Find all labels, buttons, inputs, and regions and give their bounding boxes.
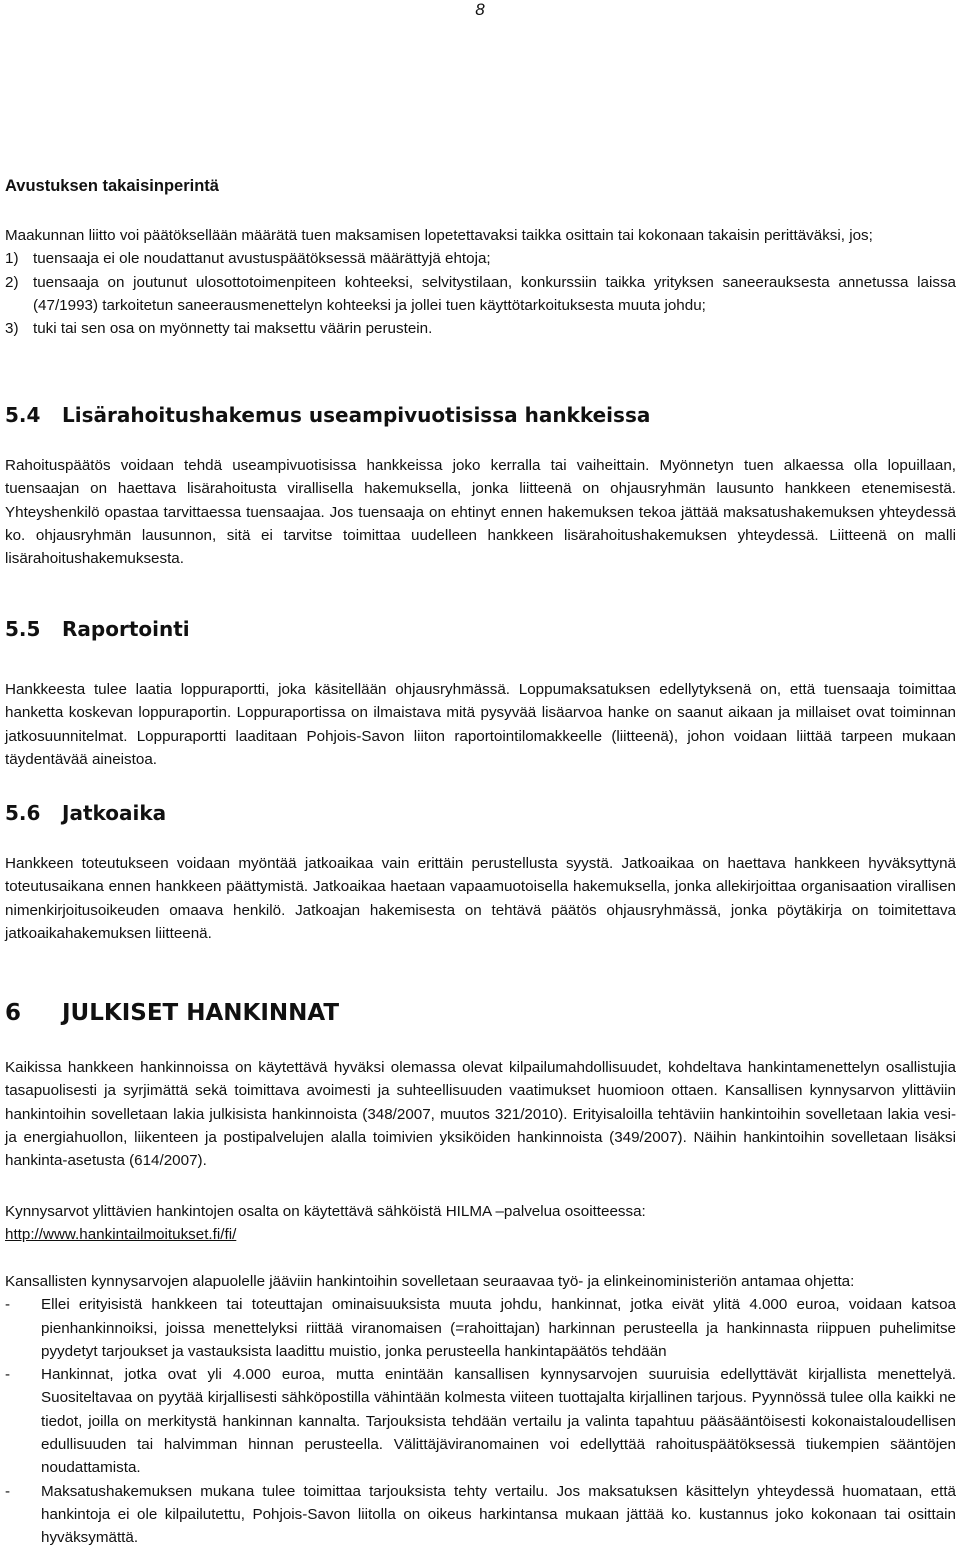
paragraph: Kaikissa hankkeen hankinnoissa on käytettävä hyväksi olemassa olevat kilpailumahdollisuudet, kohdeltava hankintamenettelyn osallistujia tasapuolisesti ja syrjimättä sekä toimittava avoimesti ja suhteellisuuden vaatimukset huomioon ottaen. Kansallisen kynnysarvon ylittäviin hankintoihin sovelletaan lakia julkisista hankinnoista (348/2007, muutos 321/2010). Erityisaloilla tehtäviin hankintoihin sovelletaan lakia vesi- ja energiahuollon, liikenteen ja postipalvelujen alalla toimivien yksiköiden hankinnoista (349/2007). Näihin hankintoihin sovelletaan lisäksi hankinta-asetusta (614/2007). [5,1059,956,1170]
section-number: 6 [5,1000,22,1026]
recovery-section [5,175,956,198]
page-number: 8 [475,0,485,19]
list-marker: 1) [5,250,19,268]
paragraph: Rahoituspäätös voidaan tehdä useampivuotisissa hankkeissa joko kerralla tai vaiheittain. Myönnetyn tuen alkaessa olla lopuillaan, tuensaajan on haettava lisärahoitusta virallisella hakemuksella, jonka liitteenä on ohjausryhmän lausunto hankkeen etenemisestä. Yhteyshenkilö opastaa tarvittaessa tuensaajaa. Jos tuensaaja on ehtinyt ennen hakemuksen tekoa jättää maksatushakemuksen yhteydessä ko. ohjausryhmän lausunnon, sitä ei tarvitse toimittaa uudelleen hankkeen lisärahoitushakemuksen yhteydessä. Liitteenä on malli lisärahoitushakemuksesta. [5,457,956,568]
list-text: Hankinnat, jotka ovat yli 4.000 euroa, mutta enintään kansallisen kynnysarvojen suuruisia edellyttävät kirjallista menettelyä. Suositeltavaa on pyytää kirjallisesti sähköpostilla vähintään kolmesta viiteen tuottajalta kirjallinen tarjous. Pyynnössä tulee olla kaikki ne tiedot, joilla on merkitystä hankinnan kannalta. Tarjouksista tehdään vertailu ja valinta tapahtuu pääsääntöisesti kokonaistaloudellisen edullisuuden tai halvimman hinnan perusteella. Välittäjäviranomainen voi edellyttää rahoituspäätöksessä tiukempien sääntöjen noudattamista. [41,1366,956,1477]
list-marker: 2) [5,273,19,291]
recovery-body [5,224,956,340]
guidance-block [5,1270,956,1550]
section-body-5-6 [5,852,956,945]
section-title: JULKISET HANKINNAT [62,1000,340,1026]
list-marker: - [5,1482,11,1500]
hilma-text: Kynnysarvot ylittävien hankintojen osalta on käytettävä sähköistä HILMA –palvelua osoitteessa: [5,1203,646,1220]
section-title: Raportointi [62,617,190,641]
guidance-list [5,1293,956,1549]
paragraph: Hankkeesta tulee laatia loppuraportti, joka käsitellään ohjausryhmässä. Loppumaksatuksen edellytyksenä on, että tuensaaja toimittaa hanketta koskevan loppuraportin. Loppuraportissa on ilmaistava mitä pysyvää lisäarvoa hanke on saanut aikaan ja millaiset ovat toiminnan jatkosuunnitelmat. Loppuraportti laaditaan Pohjois-Savon liiton raportointilomakkeelle (liitteenä), johon voidaan liittää tarpeen mukaan täydentävää aineistoa. [5,681,956,768]
section-body-5-4 [5,454,956,570]
recovery-list [5,247,956,340]
list-marker: - [5,1366,11,1384]
section-title: Jatkoaika [62,801,167,825]
list-text: Ellei erityisistä hankkeen tai toteuttajan ominaisuuksista muuta johdu, hankinnat, jotka eivät ylitä 4.000 euroa, voidaan katsoa pienhankinnoiksi, joissa menettelyksi riittää viranomaisen (=rahoittajan) harkinnan perusteella ja hankinnasta riippuen puhelimitse pyydetyt tarjoukset ja vastauksista laadittu muistio, jonka perusteella hankintapäätös tehdään [41,1296,956,1360]
list-text: tuensaaja ei ole noudattanut avustuspäätöksessä määrättyjä ehtoja; [33,250,491,268]
list-text: tuensaaja on joutunut ulosottotoimenpiteen kohteeksi, selvitystilaan, konkurssiin taikka yrityksen saneerauksesta annetussa laissa (47/1993) tarkoitetun saneerausmenettelyn kohteeksi ja jollei tuen käyttötarkoituksesta muuta johdu; [33,273,956,314]
section-heading-5-4 [5,402,956,428]
section-body-6 [5,1056,956,1172]
recovery-intro: Maakunnan liitto voi päätöksellään määrätä tuen maksamisen lopetettavaksi taikka osittain tai kokonaan takaisin perittäväksi, jos; [5,227,873,244]
section-body-5-5 [5,678,956,771]
list-item [5,1293,956,1363]
list-marker: 3) [5,320,19,338]
list-text: Maksatushakemuksen mukana tulee toimittaa tarjouksista tehty vertailu. Jos maksatuksen käsittelyn yhteydessä huomataan, että hankintoja ei ole kilpailutettu, Pohjois-Savon liitolla on oikeus harkintansa mukaan jättää ko. kustannus joko kokonaan tai osittain hyväksymättä. [41,1482,956,1547]
hilma-block [5,1200,956,1247]
list-marker: - [5,1296,11,1314]
section-title: Lisärahoitushakemus useampivuotisissa hankkeissa [62,403,651,427]
section-number: 5.6 [5,801,41,825]
section-heading-6 [5,998,956,1028]
hilma-link[interactable]: http://www.hankintailmoitukset.fi/fi/ [5,1226,237,1244]
list-item [5,1363,956,1479]
list-item [5,317,956,340]
recovery-heading: Avustuksen takaisinperintä [5,177,219,195]
section-heading-5-5 [5,616,956,642]
guidance-intro: Kansallisten kynnysarvojen alapuolelle jääviin hankintoihin sovelletaan seuraavaa työ- ja elinkeinoministeriön antamaa ohjetta: [5,1273,855,1290]
section-number: 5.5 [5,617,41,641]
list-text: tuki tai sen osa on myönnetty tai maksettu väärin perustein. [33,320,433,338]
list-item [5,247,956,270]
section-heading-5-6 [5,800,956,826]
paragraph: Hankkeen toteutukseen voidaan myöntää jatkoaikaa vain erittäin perustellusta syystä. Jatkoaikaa on haettava hankkeen hyväksyttynä toteutusaikana ennen hankkeen päättymistä. Jatkoaikaa haetaan vapaamuotoisella hakemuksella, jonka allekirjoittaa organisaation virallisen nimenkirjoitusoikeuden omaava henkilö. Jatkoajan hakemisesta on tehtävä päätös ohjausryhmässä, jonka pöytäkirja on toimitettava jatkoaikahakemuksen liitteenä. [5,855,956,942]
section-number: 5.4 [5,403,41,427]
list-item [5,1480,956,1550]
list-item [5,271,956,318]
